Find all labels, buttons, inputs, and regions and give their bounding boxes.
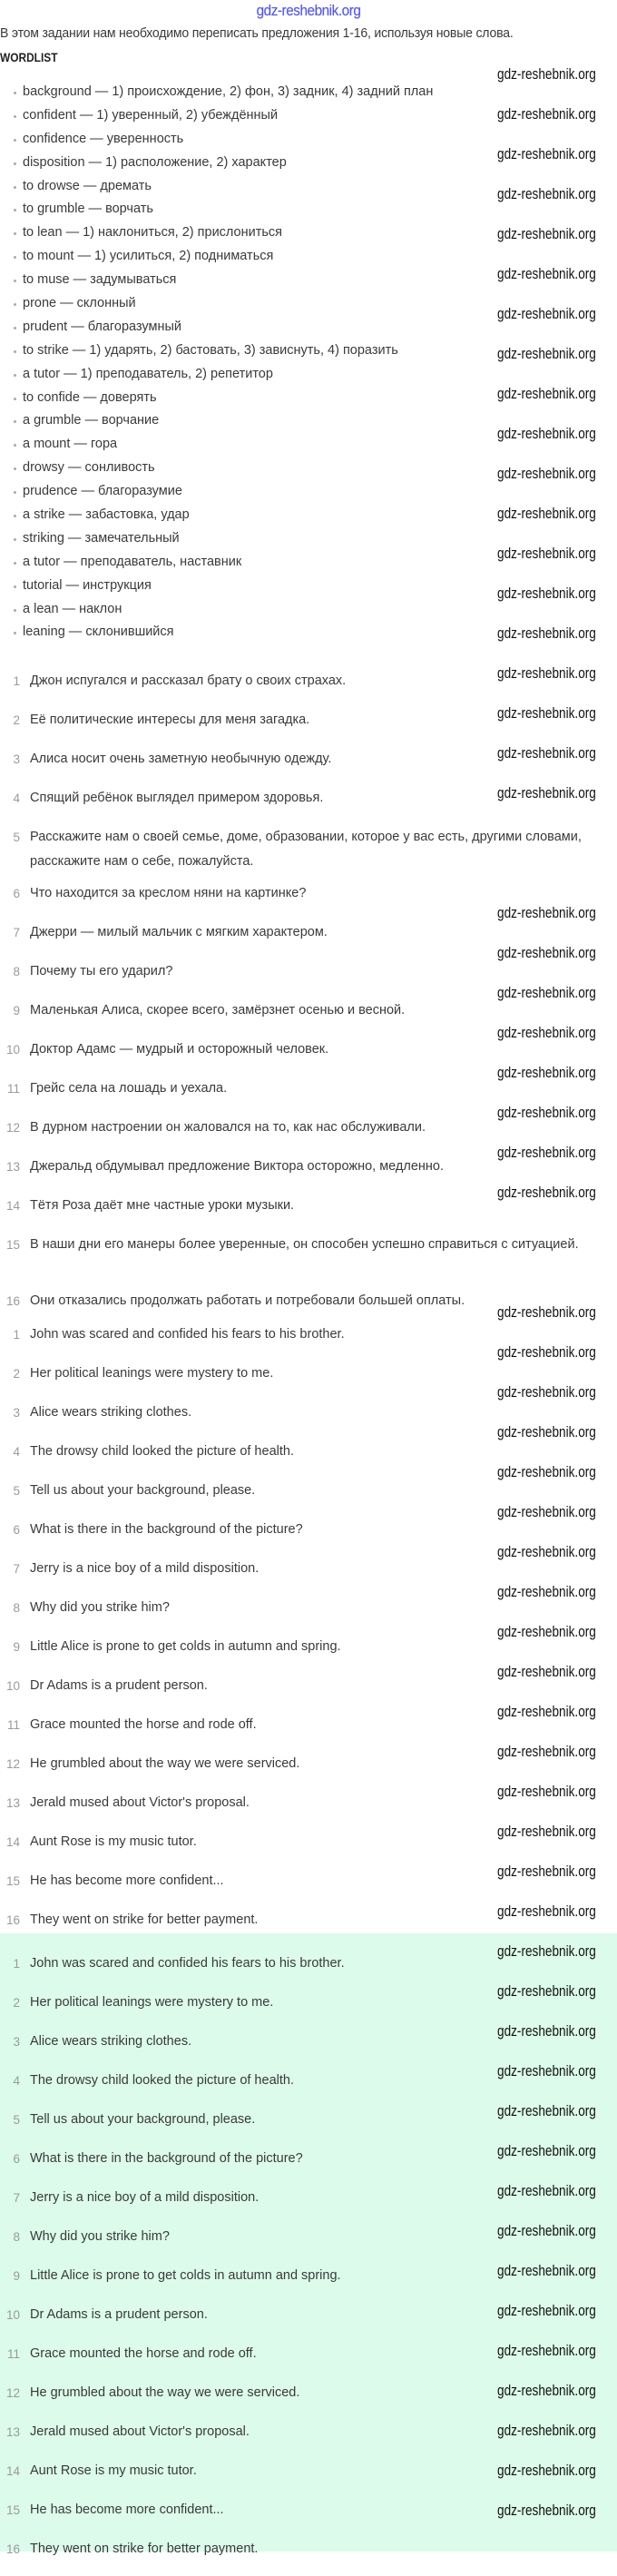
sentence-item [0,1233,617,1289]
watermark: gdz-reshebnik.org [497,1703,596,1720]
sentence-number: 2 [13,1367,20,1381]
sentence-number: 13 [5,1796,20,1810]
watermark: gdz-reshebnik.org [497,185,596,202]
sentence-text: What is there in the background of the picture? [30,2151,303,2166]
sentence-number: 8 [13,1601,20,1615]
watermark: gdz-reshebnik.org [497,2302,596,2319]
sentence-number: 15 [5,2503,20,2517]
sentence-text: Why did you strike him? [30,1600,170,1615]
sentence-text: Jerald mused about Victor's proposal. [30,1795,250,1810]
wordlist-item: to lean — 1) наклониться, 2) прислониться [0,221,433,245]
sentence-text: Alice wears striking clothes. [30,1405,192,1420]
site-title[interactable]: gdz-reshebnik.org [256,2,361,19]
sentence-text: He has become more confident... [30,1873,224,1888]
sentence-number: 9 [13,1640,20,1654]
sentence-text: Tell us about your background, please. [30,2112,256,2127]
watermark: gdz-reshebnik.org [497,505,596,522]
watermark: gdz-reshebnik.org [497,1184,596,1201]
watermark: gdz-reshebnik.org [497,1623,596,1640]
sentence-number: 10 [5,2308,20,2322]
watermark: gdz-reshebnik.org [497,1303,596,1321]
watermark: gdz-reshebnik.org [497,1903,596,1920]
watermark: gdz-reshebnik.org [497,1064,596,1081]
sentence-number: 15 [5,1238,20,1252]
wordlist-item: striking — замечательный [0,527,433,551]
sentence-text: Они отказались продолжать работать и потребовали большей оплаты. [30,1293,465,1308]
wordlist-heading: WORDLIST [0,50,58,64]
sentence-text: They went on strike for better payment. [30,2542,259,2556]
wordlist-item: to muse — задумываться [0,269,433,292]
sentence-number: 10 [5,1679,20,1693]
wordlist-item: to confide — доверять [0,387,433,410]
sentence-text: Little Alice is prone to get colds in autumn and spring. [30,2268,341,2283]
sentence-number: 1 [13,1957,20,1971]
sentence-text: Её политические интересы для меня загадка. [30,713,310,727]
sentence-number: 11 [6,1082,20,1096]
sentence-number: 12 [5,1121,20,1135]
watermark: gdz-reshebnik.org [497,904,596,921]
watermark: gdz-reshebnik.org [497,1663,596,1680]
sentence-text: Grace mounted the horse and rode off. [30,1717,257,1732]
sentence-text: Aunt Rose is my music tutor. [30,1834,197,1849]
wordlist-item: tutorial — инструкция [0,575,433,598]
wordlist-item: a mount — гора [0,433,433,457]
wordlist-item: a strike — забастовка, удар [0,504,433,527]
watermark: gdz-reshebnik.org [497,105,596,123]
watermark: gdz-reshebnik.org [497,1863,596,1880]
watermark: gdz-reshebnik.org [497,2342,596,2359]
watermark: gdz-reshebnik.org [497,2022,596,2040]
sentence-text: Alice wears striking clothes. [30,2034,192,2049]
watermark: gdz-reshebnik.org [497,704,596,722]
sentence-number: 16 [5,1913,20,1927]
sentence-text: Jerald mused about Victor's proposal. [30,2424,250,2439]
sentence-number: 5 [13,2113,20,2127]
sentence-number: 3 [13,1406,20,1420]
watermark: gdz-reshebnik.org [497,2262,596,2279]
sentence-text: Тётя Роза даёт мне частные уроки музыки. [30,1198,295,1213]
watermark: gdz-reshebnik.org [497,1463,596,1480]
sentence-text: Маленькая Алиса, скорее всего, замёрзнет осенью и весной. [30,1003,406,1018]
sentence-number: 2 [13,713,20,727]
watermark: gdz-reshebnik.org [497,1783,596,1800]
sentence-text: Джерри — милый мальчик с мягким характером. [30,925,328,939]
sentence-text: Джеральд обдумывал предложение Виктора осторожно, медленно. [30,1159,445,1174]
wordlist-item: prudence — благоразумие [0,480,433,504]
wordlist-item: to drowse — дремать [0,175,433,199]
sentence-text: Джон испугался и рассказал брату о своих страхах. [30,673,347,688]
sentence-text: Dr Adams is a prudent person. [30,2307,208,2322]
sentence-text: John was scared and confided his fears to his brother. [30,1327,345,1342]
watermark: gdz-reshebnik.org [497,585,596,602]
wordlist-item: a lean — наклон [0,598,433,622]
sentence-number: 5 [13,1484,20,1498]
sentence-number: 11 [6,1718,20,1732]
sentence-text: Jerry is a nice boy of a mild disposition. [30,2190,260,2205]
watermark: gdz-reshebnik.org [497,1104,596,1121]
sentence-number: 16 [5,2542,20,2556]
watermark: gdz-reshebnik.org [497,984,596,1001]
watermark: gdz-reshebnik.org [497,1423,596,1440]
sentence-text: Грейс села на лошадь и уехала. [30,1081,228,1096]
sentence-item [0,2537,617,2576]
sentence-text: They went on strike for better payment. [30,1912,259,1927]
sentence-number: 8 [13,965,20,978]
watermark: gdz-reshebnik.org [497,425,596,442]
sentence-number: 15 [5,1874,20,1888]
sentence-text: Little Alice is prone to get colds in autumn and spring. [30,1639,341,1654]
sentence-number: 10 [5,1043,20,1057]
watermark: gdz-reshebnik.org [497,1823,596,1840]
sentence-number: 6 [13,2152,20,2166]
watermark: gdz-reshebnik.org [497,305,596,322]
watermark: gdz-reshebnik.org [497,2502,596,2519]
watermark: gdz-reshebnik.org [497,2182,596,2199]
watermark: gdz-reshebnik.org [497,1543,596,1560]
watermark: gdz-reshebnik.org [497,465,596,482]
watermark: gdz-reshebnik.org [497,2102,596,2119]
wordlist-item: confidence — уверенность [0,128,433,152]
watermark: gdz-reshebnik.org [497,65,596,83]
sentence-number: 7 [13,1562,20,1576]
sentence-number: 9 [13,1004,20,1018]
wordlist-item: a grumble — ворчание [0,409,433,433]
watermark: gdz-reshebnik.org [497,1743,596,1760]
watermark: gdz-reshebnik.org [497,265,596,282]
wordlist-item: a tutor — преподаватель, наставник [0,551,433,575]
sentence-item [0,825,617,881]
watermark: gdz-reshebnik.org [497,1144,596,1161]
sentence-number: 5 [13,831,20,844]
sentence-number: 4 [13,2074,20,2088]
wordlist-item: to strike — 1) ударять, 2) бастовать, 3) зависнуть, 4) поразить [0,339,433,363]
sentence-text: Aunt Rose is my music tutor. [30,2463,197,2478]
watermark: gdz-reshebnik.org [497,1383,596,1401]
sentence-number: 12 [5,2386,20,2400]
watermark: gdz-reshebnik.org [497,624,596,642]
sentence-text: В наши дни его манеры более уверенные, он способен успешно справиться с ситуацией. [30,1237,579,1252]
watermark: gdz-reshebnik.org [497,1024,596,1041]
sentence-text: Why did you strike him? [30,2229,170,2244]
sentence-text: He grumbled about the way we were serviced. [30,2385,300,2400]
watermark: gdz-reshebnik.org [497,145,596,162]
watermark: gdz-reshebnik.org [497,1343,596,1361]
watermark: gdz-reshebnik.org [497,2062,596,2079]
sentence-text: John was scared and confided his fears to his brother. [30,1956,345,1971]
sentence-number: 16 [5,1294,20,1308]
sentence-number: 3 [13,2035,20,2049]
wordlist-item: a tutor — 1) преподаватель, 2) репетитор [0,363,433,387]
sentence-number: 2 [13,1996,20,2010]
watermark: gdz-reshebnik.org [497,545,596,562]
watermark: gdz-reshebnik.org [497,385,596,402]
watermark: gdz-reshebnik.org [497,2462,596,2479]
watermark: gdz-reshebnik.org [497,2142,596,2159]
sentence-number: 13 [5,2425,20,2439]
watermark: gdz-reshebnik.org [497,1583,596,1600]
sentence-text: Jerry is a nice boy of a mild disposition. [30,1561,260,1576]
wordlist-item: leaning — склонившийся [0,621,433,644]
task-intro: В этом задании нам необходимо переписать предложения 1-16, используя новые слова. [0,26,514,41]
sentence-text: The drowsy child looked the picture of health. [30,2073,294,2088]
watermark: gdz-reshebnik.org [497,944,596,961]
sentence-number: 1 [13,674,20,688]
wordlist-item: to mount — 1) усилиться, 2) подниматься [0,245,433,269]
watermark: gdz-reshebnik.org [497,2382,596,2399]
sentence-text: Спящий ребёнок выглядел примером здоровья. [30,791,324,805]
sentence-text: Tell us about your background, please. [30,1483,256,1498]
sentence-number: 6 [13,887,20,900]
wordlist-item: prone — склонный [0,292,433,316]
wordlist-item: to grumble — ворчать [0,198,433,221]
watermark: gdz-reshebnik.org [497,1503,596,1520]
watermark: gdz-reshebnik.org [497,345,596,362]
sentence-number: 3 [13,752,20,766]
wordlist-item: drowsy — сонливость [0,457,433,480]
sentence-text: He grumbled about the way we were serviced. [30,1756,300,1771]
sentence-text: Алиса носит очень заметную необычную одежду. [30,752,332,766]
sentence-text: Grace mounted the horse and rode off. [30,2346,257,2361]
sentence-text: Her political leanings were mystery to me. [30,1366,274,1381]
watermark: gdz-reshebnik.org [497,225,596,242]
sentence-number: 1 [13,1328,20,1342]
watermark: gdz-reshebnik.org [497,744,596,762]
sentence-number: 11 [6,2347,20,2361]
sentence-text: What is there in the background of the picture? [30,1522,303,1537]
sentence-number: 12 [5,1757,20,1771]
sentence-text: Her political leanings were mystery to me. [30,1995,274,2010]
watermark: gdz-reshebnik.org [497,664,596,682]
sentence-text: He has become more confident... [30,2502,224,2517]
wordlist [0,81,433,644]
sentence-number: 6 [13,1523,20,1537]
watermark: gdz-reshebnik.org [497,784,596,801]
watermark: gdz-reshebnik.org [497,2222,596,2239]
sentence-number: 7 [13,2191,20,2205]
sentence-text: Почему ты его ударил? [30,964,173,978]
sentence-number: 9 [13,2269,20,2283]
wordlist-item: disposition — 1) расположение, 2) характер [0,152,433,175]
sentence-text: Доктор Адамс — мудрый и осторожный человек. [30,1042,329,1057]
sentence-number: 4 [13,791,20,805]
watermark: gdz-reshebnik.org [497,2422,596,2439]
sentence-number: 7 [13,926,20,939]
sentence-text: Dr Adams is a prudent person. [30,1678,208,1693]
sentence-number: 14 [5,1199,20,1213]
sentence-number: 14 [5,1835,20,1849]
sentence-text: Расскажите нам о своей семье, доме, образовании, которое у вас есть, другими словами, расскажите нам о себе, пожалуйста. [30,830,582,869]
sentence-text: Что находится за креслом няни на картинке? [30,886,307,900]
wordlist-item: confident — 1) уверенный, 2) убеждённый [0,104,433,128]
watermark: gdz-reshebnik.org [497,1982,596,2000]
wordlist-item: background — 1) происхождение, 2) фон, 3) задник, 4) задний план [0,81,433,104]
sentence-number: 14 [5,2464,20,2478]
sentence-number: 13 [5,1160,20,1174]
watermark: gdz-reshebnik.org [497,1942,596,1960]
sentence-text: В дурном настроении он жаловался на то, как нас обслуживали. [30,1120,426,1135]
sentence-text: The drowsy child looked the picture of health. [30,1444,294,1459]
sentence-number: 4 [13,1445,20,1459]
wordlist-item: prudent — благоразумный [0,316,433,339]
sentence-number: 8 [13,2230,20,2244]
